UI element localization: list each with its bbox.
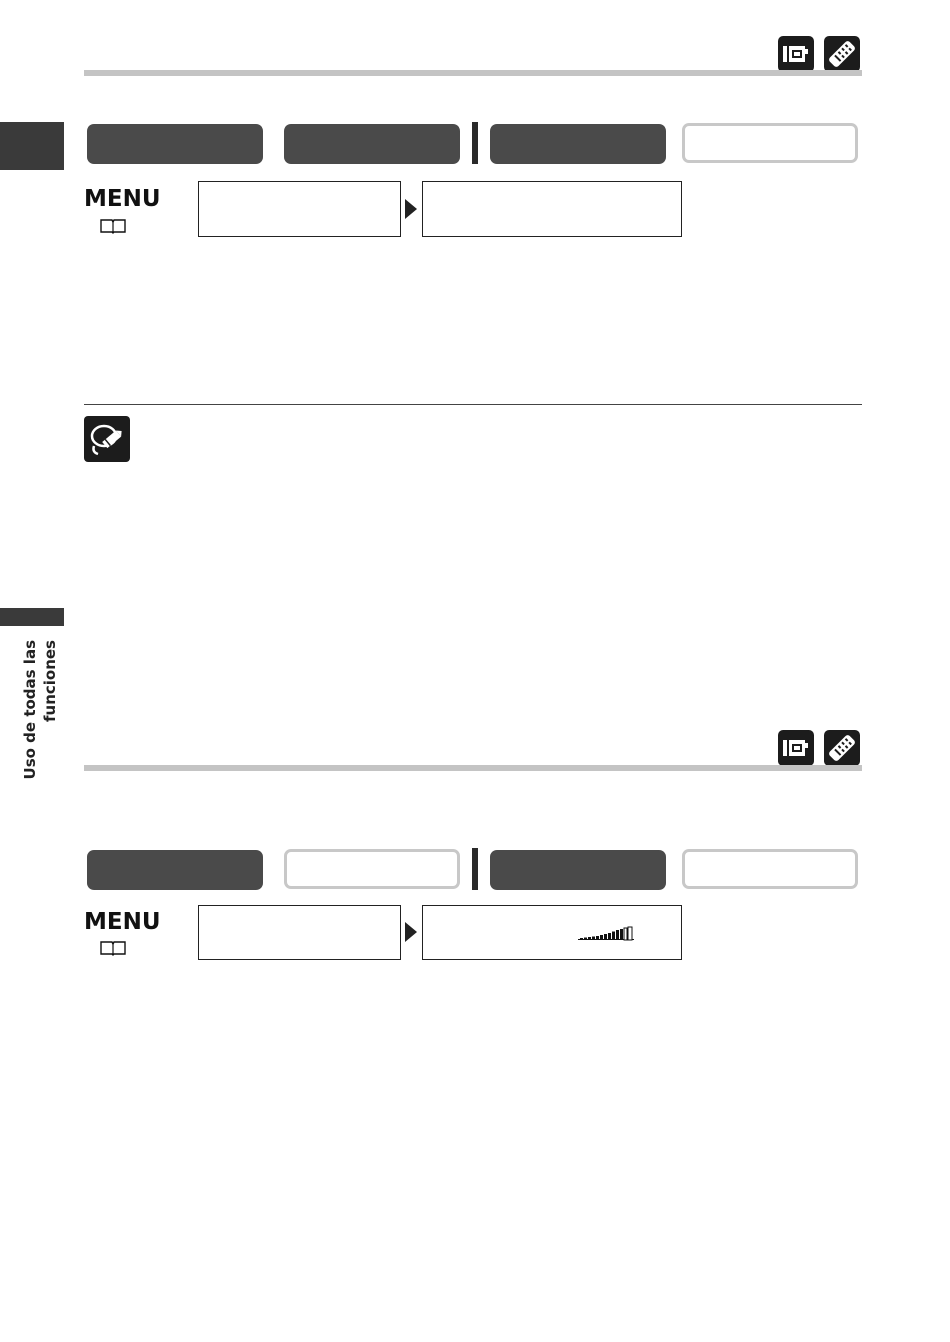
- menu-label: MENU: [84, 186, 161, 212]
- mode-button-4: [682, 849, 858, 889]
- menu-label: MENU: [84, 909, 161, 935]
- mode-button-2: [284, 124, 460, 164]
- side-tab-label-line1: Uso de todas las: [21, 640, 39, 780]
- note-divider: [84, 404, 862, 405]
- book-icon: [100, 940, 126, 961]
- mode-button-3: [490, 124, 666, 164]
- remote-control-icon: [824, 36, 860, 72]
- menu-step-box-1: [198, 181, 401, 237]
- side-tab-label: [20, 640, 70, 780]
- section-rule: [84, 70, 862, 76]
- menu-step-box-2: [422, 905, 682, 960]
- mode-divider: [472, 848, 478, 890]
- menu-step-box-2: [422, 181, 682, 237]
- book-icon: [100, 218, 126, 239]
- remote-control-icon: [824, 730, 860, 766]
- volume-level-bars-icon: [578, 925, 636, 941]
- arrow-right-icon: [405, 199, 417, 219]
- note-pencil-icon: [84, 416, 130, 462]
- menu-step-box-1: [198, 905, 401, 960]
- mode-button-3: [490, 850, 666, 890]
- mode-button-4: [682, 123, 858, 163]
- section-rule: [84, 765, 862, 771]
- side-tab-marker: [0, 608, 64, 626]
- camera-mode-icon: [778, 730, 814, 766]
- camera-mode-icon: [778, 36, 814, 72]
- mode-divider: [472, 122, 478, 164]
- mode-button-2: [284, 849, 460, 889]
- arrow-right-icon: [405, 922, 417, 942]
- mode-button-1: [87, 850, 263, 890]
- side-tab-marker-top: [0, 122, 64, 170]
- side-tab-label-line2: funciones: [41, 640, 59, 723]
- mode-button-1: [87, 124, 263, 164]
